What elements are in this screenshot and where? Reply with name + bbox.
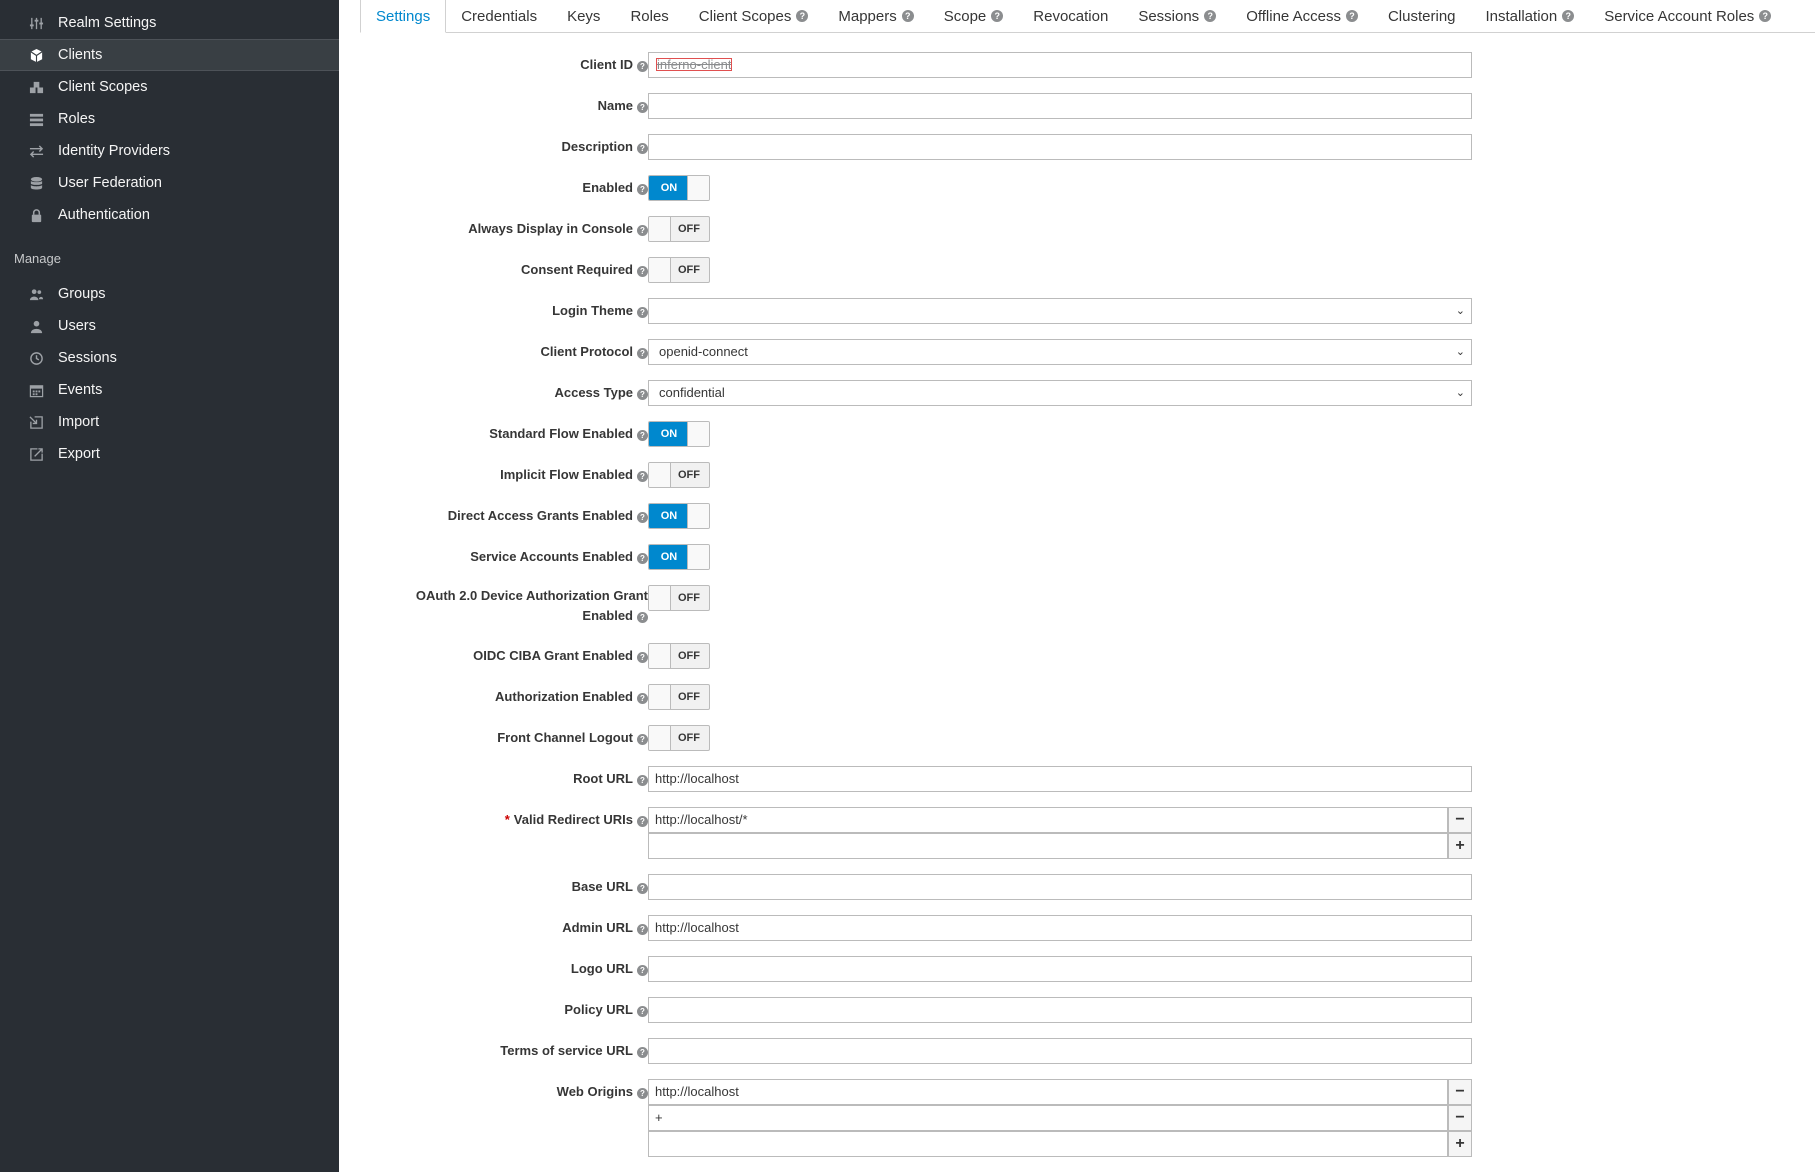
help-icon: ? [637,924,648,935]
help-icon: ? [637,883,648,894]
admin-url-label: Admin URL ? [388,918,648,938]
sidebar-item-label: Identity Providers [58,143,171,159]
client-id-value: inferno-client [657,57,732,72]
remove-redirect-uri-button[interactable]: − [1448,807,1472,833]
ciba-grant-label: OIDC CIBA Grant Enabled ? [388,646,648,666]
web-origin-field[interactable] [648,1131,1448,1157]
sidebar-item-label: Roles [58,111,96,127]
web-origin-field[interactable]: + [648,1105,1448,1131]
tab-keys[interactable]: Keys [567,7,601,25]
tab-mappers[interactable]: Mappers ? [823,0,928,32]
tab-sessions[interactable]: Sessions ? [1123,0,1231,32]
sidebar-item-label: Import [58,414,100,430]
redirect-uri-field[interactable] [648,833,1448,859]
name-label: Name ? [388,96,648,116]
sidebar-item-clients[interactable] [0,39,339,71]
help-icon: ? [1562,10,1574,22]
sidebar-item-label: Events [58,382,103,398]
sidebar-item-groups[interactable] [0,278,339,310]
sidebar-item-label: Realm Settings [58,15,157,31]
list-icon [28,111,44,127]
sidebar-item-label: Clients [58,47,103,63]
standard-flow-toggle[interactable]: ON [648,421,710,447]
help-icon: ? [637,307,648,318]
help-icon: ? [637,512,648,523]
sliders-icon [28,15,44,31]
base-url-field[interactable] [648,874,1472,900]
chevron-down-icon: ⌄ [1455,387,1465,399]
help-icon: ? [637,61,648,72]
access-type-label: Access Type ? [388,383,648,403]
login-theme-label: Login Theme ? [388,301,648,321]
web-origins-label: Web Origins ? [388,1082,648,1102]
client-protocol-label: Client Protocol ? [388,342,648,362]
always-display-toggle[interactable]: OFF [648,216,710,242]
help-icon: ? [991,10,1003,22]
front-channel-toggle[interactable]: OFF [648,725,710,751]
ciba-grant-toggle[interactable]: OFF [648,643,710,669]
logo-url-field[interactable] [648,956,1472,982]
sidebar-item-label: Client Scopes [58,79,148,95]
tos-url-field[interactable] [648,1038,1472,1064]
help-icon: ? [637,1006,648,1017]
tab-revocation[interactable]: Revocation [1033,7,1109,25]
direct-access-label: Direct Access Grants Enabled ? [388,506,648,526]
implicit-flow-toggle[interactable]: OFF [648,462,710,488]
sidebar-item-label: Sessions [58,350,117,366]
add-web-origin-button[interactable]: + [1448,1131,1472,1157]
help-icon: ? [637,1088,648,1099]
help-icon: ? [1204,10,1216,22]
sidebar-item-label: Users [58,318,96,334]
tab-clustering[interactable]: Clustering [1387,7,1456,25]
description-label: Description ? [388,137,648,157]
import-icon [28,414,44,430]
service-accounts-toggle[interactable]: ON [648,544,710,570]
consent-required-label: Consent Required ? [388,260,648,280]
implicit-flow-label: Implicit Flow Enabled ? [388,465,648,485]
sidebar-item-user-federation[interactable] [0,167,339,199]
help-icon: ? [637,965,648,976]
cube-icon [28,47,44,63]
help-icon: ? [637,553,648,564]
help-icon: ? [637,775,648,786]
help-icon: ? [637,734,648,745]
always-display-label: Always Display in Console ? [388,219,648,239]
tab-scope[interactable]: Scope ? [929,0,1019,32]
tab-settings[interactable]: Settings [360,0,446,33]
login-theme-select[interactable] [648,298,1472,324]
add-redirect-uri-button[interactable]: + [1448,833,1472,859]
client-protocol-select[interactable]: openid-connect ⌄ [648,339,1472,365]
sidebar-item-label: Authentication [58,207,150,223]
help-icon: ? [637,1047,648,1058]
policy-url-label: Policy URL ? [388,1000,648,1020]
help-icon: ? [637,471,648,482]
root-url-field[interactable]: http://localhost [648,766,1472,792]
users-icon [28,286,44,302]
cubes-icon [28,79,44,95]
help-icon: ? [637,266,648,277]
calendar-icon [28,382,44,398]
policy-url-field[interactable] [648,997,1472,1023]
sidebar-item-sessions[interactable] [0,342,339,374]
help-icon: ? [637,652,648,663]
chevron-down-icon: ⌄ [1455,346,1465,358]
help-icon: ? [902,10,914,22]
help-icon: ? [637,816,648,827]
sidebar-item-events[interactable] [0,374,339,406]
sidebar-item-roles[interactable] [0,103,339,135]
access-type-select[interactable]: confidential ⌄ [648,380,1472,406]
web-origin-field[interactable]: http://localhost [648,1079,1448,1105]
tab-installation[interactable]: Installation ? [1471,0,1590,32]
description-field[interactable] [648,134,1472,160]
standard-flow-label: Standard Flow Enabled ? [388,424,648,444]
logo-url-label: Logo URL ? [388,959,648,979]
clock-icon [28,350,44,366]
remove-web-origin-button[interactable]: − [1448,1079,1472,1105]
client-id-label: Client ID ? [388,55,648,75]
base-url-label: Base URL ? [388,877,648,897]
help-icon: ? [637,389,648,400]
help-icon: ? [637,102,648,113]
required-marker: * [504,812,510,827]
help-icon: ? [637,143,648,154]
database-icon [28,175,44,191]
name-field[interactable] [648,93,1472,119]
client-tabs [360,0,1815,33]
chevron-down-icon: ⌄ [1455,305,1465,317]
help-icon: ? [796,10,808,22]
user-icon [28,318,44,334]
help-icon: ? [1759,10,1771,22]
sidebar-item-realm-settings[interactable] [0,7,339,39]
help-icon: ? [637,184,648,195]
help-icon: ? [637,225,648,236]
sidebar [0,0,339,1172]
tab-client-scopes[interactable]: Client Scopes ? [684,0,824,32]
authorization-label: Authorization Enabled ? [388,687,648,707]
sidebar-item-label: User Federation [58,175,162,191]
help-icon: ? [637,348,648,359]
service-accounts-label: Service Accounts Enabled ? [388,547,648,567]
admin-url-field[interactable]: http://localhost [648,915,1472,941]
exchange-icon [28,143,44,159]
front-channel-label: Front Channel Logout ? [388,728,648,748]
authorization-toggle[interactable]: OFF [648,684,710,710]
help-icon: ? [1346,10,1358,22]
tab-offline-access[interactable]: Offline Access ? [1231,0,1373,32]
sidebar-item-authentication[interactable] [0,199,339,231]
root-url-label: Root URL ? [388,769,648,789]
enabled-label: Enabled ? [388,178,648,198]
consent-required-toggle[interactable]: OFF [648,257,710,283]
sidebar-item-label: Groups [58,286,106,302]
direct-access-toggle[interactable]: ON [648,503,710,529]
sidebar-item-identity-providers[interactable] [0,135,339,167]
sidebar-item-client-scopes[interactable] [0,71,339,103]
help-icon: ? [637,612,648,623]
tab-credentials[interactable]: Credentials [461,7,538,25]
help-icon: ? [637,693,648,704]
sidebar-item-label: Export [58,446,100,462]
redirect-uris-label: * Valid Redirect URIs ? [388,810,648,830]
device-grant-toggle[interactable]: OFF [648,585,710,611]
help-icon: ? [637,430,648,441]
lock-icon [28,207,44,223]
enabled-toggle[interactable]: ON [648,175,710,201]
remove-web-origin-button[interactable]: − [1448,1105,1472,1131]
tos-url-label: Terms of service URL ? [388,1041,648,1061]
device-grant-label: OAuth 2.0 Device Authorization Grant Enabled ? [415,588,648,623]
client-id-field[interactable] [648,52,1472,78]
sidebar-item-users[interactable] [0,310,339,342]
tab-roles[interactable]: Roles [630,7,669,25]
export-icon [28,446,44,462]
sidebar-item-export[interactable] [0,438,339,470]
redirect-uri-field[interactable]: http://localhost/* [648,807,1448,833]
tab-service-account-roles[interactable]: Service Account Roles ? [1589,0,1786,32]
manage-heading: Manage [14,251,61,266]
sidebar-item-import[interactable] [0,406,339,438]
